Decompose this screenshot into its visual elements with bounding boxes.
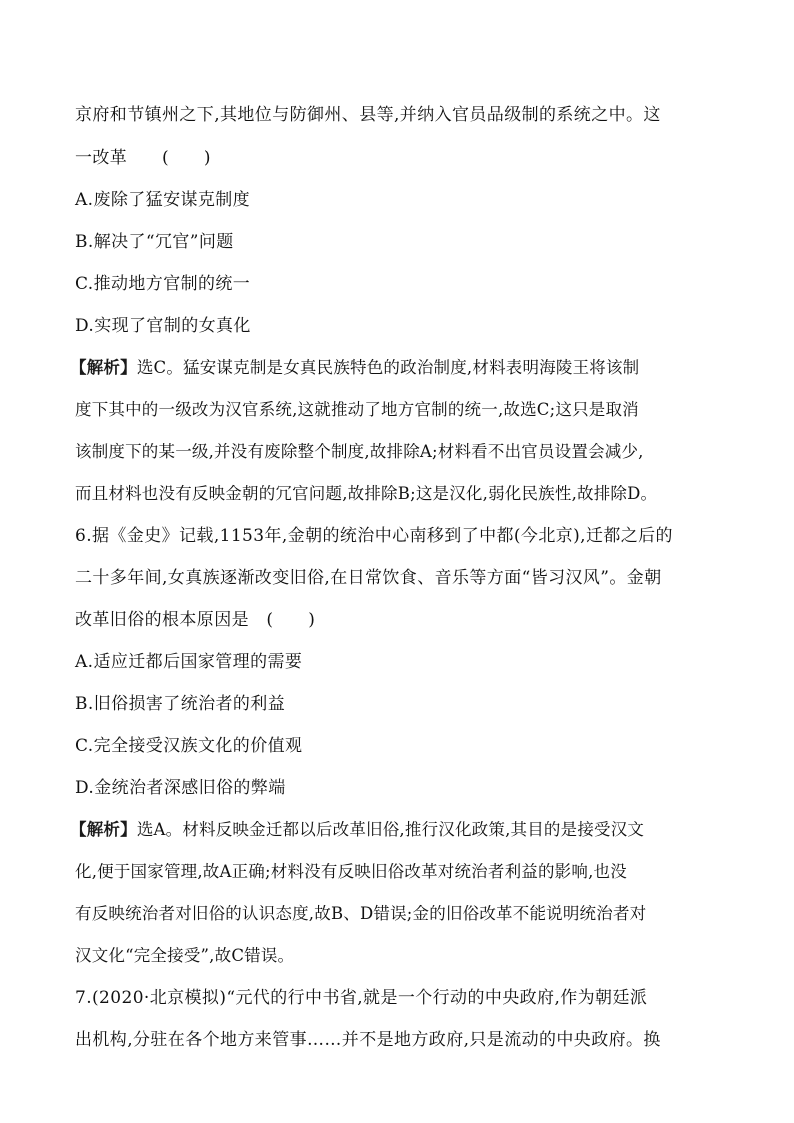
q6-analysis-line-4: 汉文化“完全接受”,故C错误。: [75, 946, 295, 965]
q7-stem-line-2: 出机构,分驻在各个地方来管事……并不是地方政府,只是流动的中央政府。换: [75, 1030, 661, 1050]
q6-stem-line-1: 6.据《金史》记载,1153年,金朝的统治中心南移到了中都(今北京),迁都之后的: [75, 526, 673, 546]
q6-option-c: C.完全接受汉族文化的价值观: [75, 736, 303, 756]
q5-analysis-line-4: 而且材料也没有反映金朝的冗官问题,故排除B;这是汉化,弱化民族性,故排除D。: [75, 484, 658, 503]
q6-option-a: A.适应迁都后国家管理的需要: [75, 652, 303, 672]
q5-option-a: A.废除了猛安谋克制度: [75, 190, 251, 210]
q5-option-d: D.实现了官制的女真化: [75, 316, 251, 336]
q6-stem-line-2: 二十多年间,女真族逐渐改变旧俗,在日常饮食、音乐等方面“皆习汉风”。金朝: [75, 568, 662, 588]
q5-stem-line-2: 一改革 ( ): [75, 148, 211, 168]
q6-stem-line-3: 改革旧俗的根本原因是 ( ): [75, 610, 316, 630]
q7-stem-line-1: 7.(2020·北京模拟)“元代的行中书省,就是一个行动的中央政府,作为朝廷派: [75, 988, 648, 1008]
q6-analysis-line-1: [70, 819, 720, 841]
q5-analysis-tag: 【解析】: [70, 358, 137, 377]
q5-analysis-line-3: 该制度下的某一级,并没有废除整个制度,故排除A;材料看不出官员设置会减少,: [75, 442, 644, 461]
q5-analysis-line-1: [70, 357, 720, 379]
q6-analysis-line-3: 有反映统治者对旧俗的认识态度,故B、D错误;金的旧俗改革不能说明统治者对: [75, 904, 647, 923]
q6-analysis-text-1: 选A。材料反映金迁都以后改革旧俗,推行汉化政策,其目的是接受汉文: [136, 820, 645, 839]
q5-analysis-line-2: 度下其中的一级改为汉官系统,这就推动了地方官制的统一,故选C;这只是取消: [75, 400, 639, 419]
q6-analysis-line-2: 化,便于国家管理,故A正确;材料没有反映旧俗改革对统治者利益的影响,也没: [75, 862, 627, 881]
q5-option-c: C.推动地方官制的统一: [75, 274, 251, 294]
q5-stem-line-1: 京府和节镇州之下,其地位与防御州、县等,并纳入官员品级制的系统之中。这: [75, 105, 661, 125]
q6-option-d: D.金统治者深感旧俗的弊端: [75, 778, 286, 798]
q6-option-b: B.旧俗损害了统治者的利益: [75, 694, 286, 714]
q5-analysis-text-1: 选C。猛安谋克制是女真民族特色的政治制度,材料表明海陵王将该制: [136, 358, 640, 377]
q5-option-b: B.解决了“冗官”问题: [75, 232, 234, 252]
q6-analysis-tag: 【解析】: [70, 820, 137, 839]
